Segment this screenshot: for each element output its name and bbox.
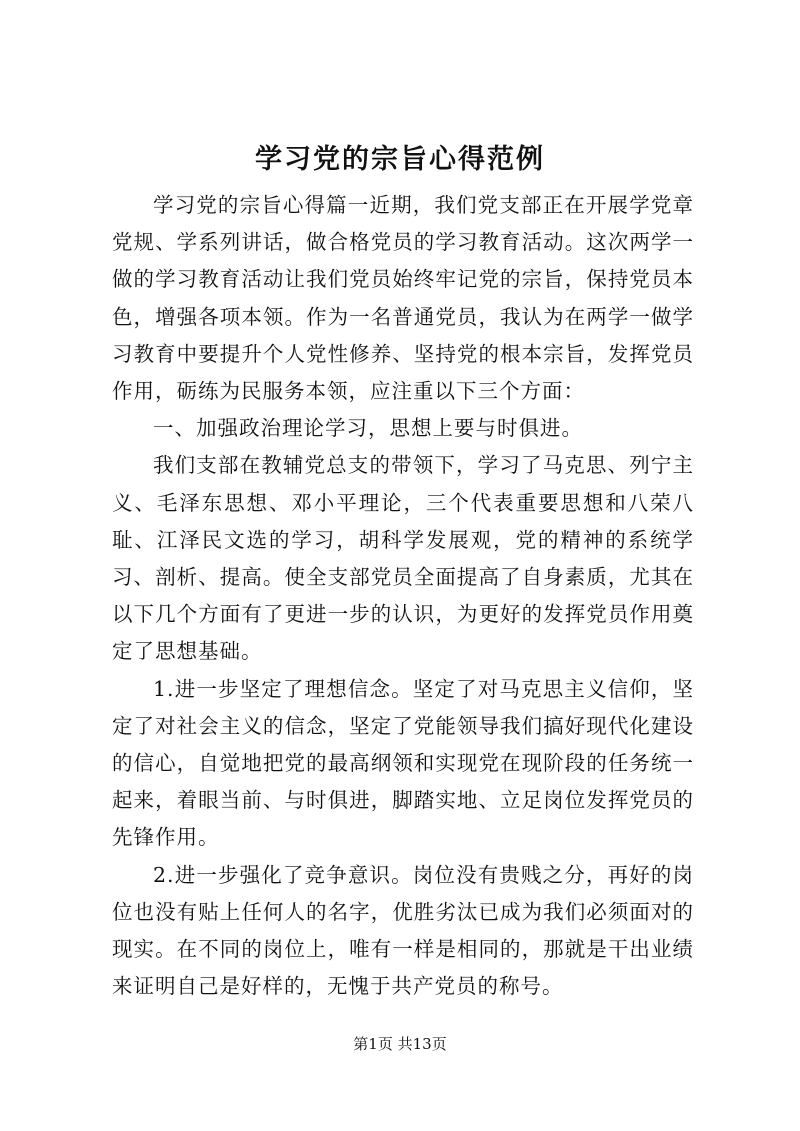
paragraph-point-2: 2.进一步强化了竞争意识。岗位没有贵贱之分，再好的岗位也没有贴上任何人的名字，优胜劣汰已成为我们必须面对的现实。在不同的岗位上，唯有一样是相同的，那就是干出业绩来证明自己是好样的，无愧于共产党员的称号。: [112, 862, 694, 999]
paragraph-intro: 学习党的宗旨心得篇一近期，我们党支部正在开展学党章党规、学系列讲话，做合格党员的学习教育活动。这次两学一做的学习教育活动让我们党员始终牢记党的宗旨，保持党员本色，增强各项本领。作为一名普通党员，我认为在两学一做学习教育中要提升个人党性修养、坚持党的根本宗旨，发挥党员作用，砺练为民服务本领，应注重以下三个方面：: [112, 193, 694, 404]
document-title: 学习党的宗旨心得范例: [255, 144, 545, 175]
paragraph-study: 我们支部在教辅党总支的带领下，学习了马克思、列宁主义、毛泽东思想、邓小平理论，三个代表重要思想和八荣八耻、江泽民文选的学习，胡科学发展观，党的精神的系统学习、剖析、提高。使全支部党员全面提高了自身素质，尤其在以下几个方面有了更进一步的认识，为更好的发挥党员作用奠定了思想基础。: [112, 453, 694, 664]
paragraph-section-heading: 一、加强政治理论学习，思想上要与时俱进。: [153, 416, 583, 441]
paragraph-point-1: 1.进一步坚定了理想信念。坚定了对马克思主义信仰，坚定了对社会主义的信念，坚定了党能领导我们搞好现代化建设的信心，自觉地把党的最高纲领和实现党在现阶段的任务统一起来，着眼当前、与时俱进，脚踏实地、立足岗位发挥党员的先锋作用。: [112, 676, 694, 850]
page-number-footer: 第1页 共13页: [353, 1035, 447, 1053]
document-body: [112, 187, 694, 1005]
